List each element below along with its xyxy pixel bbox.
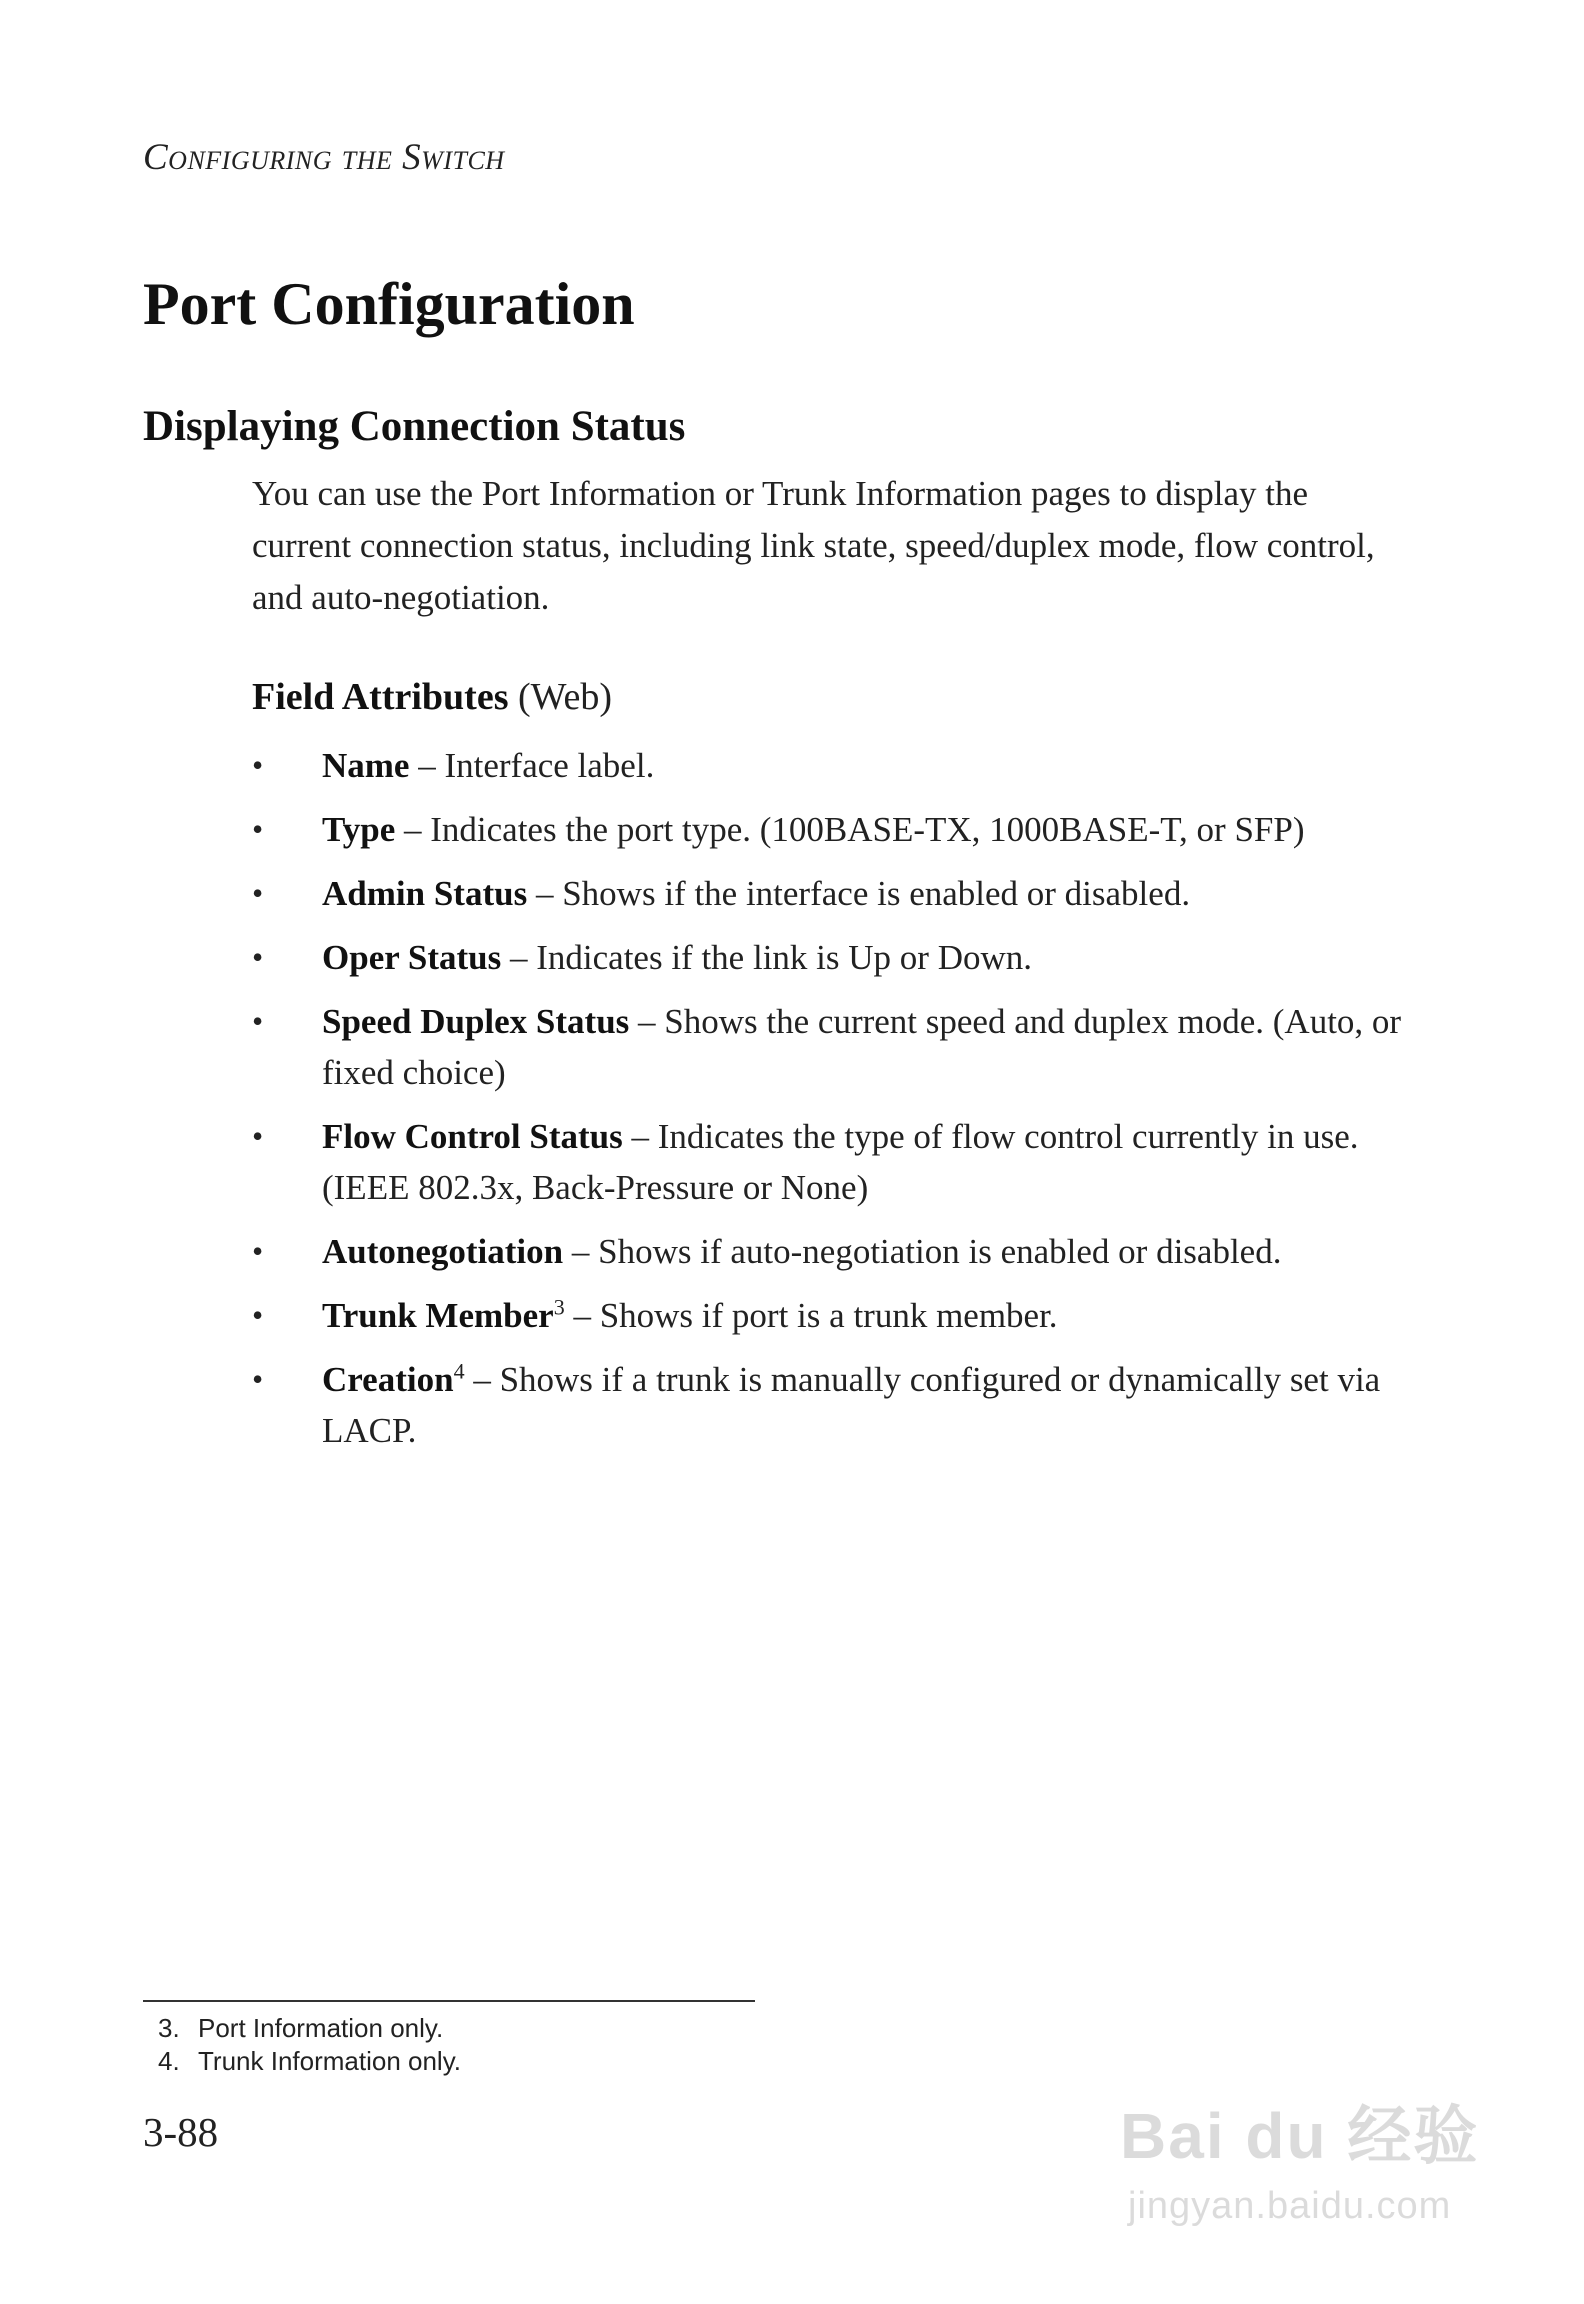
bullet-icon: • xyxy=(252,747,264,783)
list-item xyxy=(252,932,1422,983)
attribute-term: Autonegotiation xyxy=(322,1232,564,1271)
attribute-term: Name xyxy=(322,746,410,785)
list-item xyxy=(252,1111,1422,1213)
attribute-term: Type xyxy=(322,810,396,849)
field-attributes-list xyxy=(252,740,1422,1469)
footnote-divider xyxy=(143,2000,755,2002)
attribute-description: – Shows the current speed and duplex mode. (Auto, or fixed choice) xyxy=(322,1002,1402,1092)
footnote-item xyxy=(158,2045,461,2078)
attribute-description: – Indicates if the link is Up or Down. xyxy=(501,938,1032,977)
field-attributes-note: (Web) xyxy=(517,676,612,718)
attribute-term: Trunk Member xyxy=(322,1296,554,1335)
watermark-brand: Bai du 经验 xyxy=(1120,2100,1480,2172)
intro-paragraph: You can use the Port Information or Trunk Information pages to display the current connection status, including link state, speed/duplex mode, flow control, and auto-negotiation. xyxy=(252,474,1375,617)
footnote-number: 4. xyxy=(158,2046,180,2076)
footnote-marker: 4 xyxy=(453,1358,465,1384)
page-number: 3-88 xyxy=(143,2109,219,2155)
list-item xyxy=(252,1354,1422,1456)
list-item xyxy=(252,868,1422,919)
list-item xyxy=(252,740,1422,791)
list-item xyxy=(252,996,1422,1098)
attribute-term: Oper Status xyxy=(322,938,502,977)
footnote-marker: 3 xyxy=(553,1294,565,1320)
attribute-description: – Shows if auto-negotiation is enabled or disabled. xyxy=(563,1232,1282,1271)
attribute-description: – Shows if port is a trunk member. xyxy=(564,1296,1058,1335)
footnote-text: Trunk Information only. xyxy=(198,2046,461,2076)
footnotes xyxy=(158,2012,461,2078)
bullet-icon: • xyxy=(252,1118,264,1154)
footnote-text: Port Information only. xyxy=(198,2013,444,2043)
attribute-term: Speed Duplex Status xyxy=(322,1002,630,1041)
bullet-icon: • xyxy=(252,875,264,911)
attribute-description: – Shows if the interface is enabled or disabled. xyxy=(527,874,1191,913)
bullet-icon: • xyxy=(252,1003,264,1039)
field-attributes-label: Field Attributes xyxy=(252,676,509,718)
attribute-description: – Indicates the port type. (100BASE-TX, 1000BASE-T, or SFP) xyxy=(395,810,1305,849)
attribute-term: Creation xyxy=(322,1360,454,1399)
list-item xyxy=(252,1226,1422,1277)
bullet-icon: • xyxy=(252,1297,264,1333)
list-item xyxy=(252,804,1422,855)
page-title: Port Configuration xyxy=(143,271,635,337)
bullet-icon: • xyxy=(252,1361,264,1397)
bullet-icon: • xyxy=(252,811,264,847)
attribute-description: – Interface label. xyxy=(409,746,655,785)
watermark-url: jingyan.baidu.com xyxy=(1128,2185,1452,2227)
attribute-term: Flow Control Status xyxy=(322,1117,623,1156)
field-attributes-heading xyxy=(252,675,612,719)
watermark-logo xyxy=(1120,2065,1500,2265)
bullet-icon: • xyxy=(252,1233,264,1269)
footnote-number: 3. xyxy=(158,2013,180,2043)
attribute-description: – Shows if a trunk is manually configured or dynamically set via LACP. xyxy=(322,1360,1381,1450)
list-item xyxy=(252,1290,1422,1341)
attribute-term: Admin Status xyxy=(322,874,528,913)
bullet-icon: • xyxy=(252,939,264,975)
section-title: Displaying Connection Status xyxy=(143,403,686,450)
attribute-description: – Indicates the type of flow control currently in use. (IEEE 802.3x, Back-Pressure or None) xyxy=(322,1117,1359,1207)
running-header: Configuring the Switch xyxy=(143,137,505,178)
footnote-item xyxy=(158,2012,461,2045)
